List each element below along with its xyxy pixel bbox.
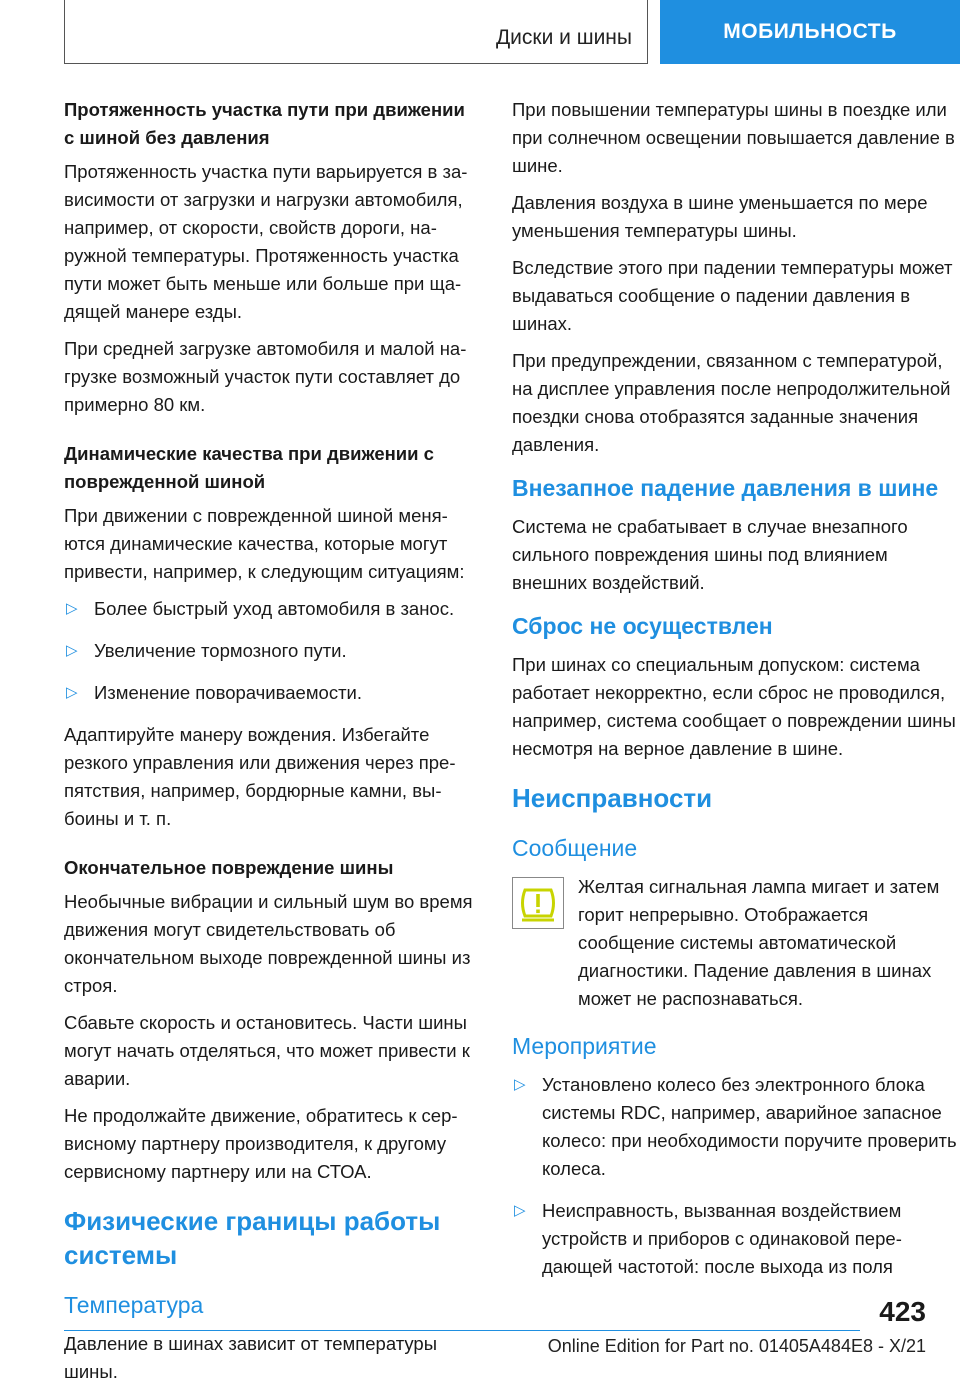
right-column (512, 96, 960, 1295)
heading-sudden-drop: Внезапное падение давления в шине (512, 475, 939, 501)
paragraph: При движении с поврежденной шиной меняются динамические качества, которые могут привести, например, к следующим ситуациям: (64, 505, 465, 582)
paragraph: При повышении температуры шины в поездке или при солнечном освещении повышается давление в шине. (512, 99, 955, 176)
triangle-bullet-icon: ▷ (66, 684, 78, 701)
paragraph: При предупреждении, связанном с температурой, на дисплее управления после непродолжительной поездки снова отобразятся заданные значения давления. (512, 350, 951, 455)
list-item: ▷ Изменение поворачиваемости. (64, 679, 480, 707)
heading-range: Протяженность участка пути при движении с шиной без давления (64, 99, 465, 148)
subsection-action: Мероприятие (512, 1033, 657, 1059)
left-column (64, 96, 480, 1395)
triangle-bullet-icon: ▷ (66, 600, 78, 617)
triangle-bullet-icon: ▷ (66, 642, 78, 659)
header-section-title: Диски и шины (495, 26, 632, 49)
paragraph: Сбавьте скорость и остановитесь. Части шины могут начать отделяться, что может привести к аварии. (64, 1012, 470, 1089)
section-title-limits: Физические границы работы системы (64, 1206, 441, 1270)
bullet-list (64, 595, 480, 707)
warning-text: Желтая сигнальная лампа мигает и затем горит непрерывно. Отображается сообщение системы автоматической диагностики. Падение давления в шинах может не распознаваться. (578, 876, 940, 1009)
list-item: ▷ Более быстрый уход автомобиля в занос. (64, 595, 480, 623)
triangle-bullet-icon: ▷ (514, 1076, 526, 1093)
paragraph: Давления воздуха в шине уменьшается по мере уменьшения температуры шины. (512, 192, 928, 241)
warning-block (512, 873, 960, 1013)
section-title-faults: Неисправности (512, 783, 713, 813)
footer-divider (64, 1330, 860, 1331)
paragraph: При шинах со специальным допуском: система работает некорректно, если сброс не проводился, например, система сообщает о повреждении шины несмотря на верное давление в шине. (512, 654, 956, 759)
paragraph: Не продолжайте движение, обратитесь к сервисному партнеру производителя, к другому сервисному партнеру или на СТОА. (64, 1105, 458, 1182)
subsection-message: Сообщение (512, 835, 638, 861)
paragraph: При средней загрузке автомобиля и малой нагрузке возможный участок пути составляет до примерно 80 км. (64, 338, 467, 415)
paragraph: Протяженность участка пути варьируется в зависимости от загрузки и нагрузки автомобиля, например, от скорости, свойств дороги, наружной температуры. Протяженность участка пути может быть меньше или больше при щадящей манере езды. (64, 161, 468, 322)
triangle-bullet-icon: ▷ (514, 1202, 526, 1219)
list-item: ▷ Увеличение тормозного пути. (64, 637, 480, 665)
paragraph: Система не срабатывает в случае внезапного сильного повреждения шины под влиянием внешних воздействий. (512, 516, 908, 593)
paragraph: Давление в шинах зависит от температуры шины. (64, 1333, 438, 1382)
heading-final-damage: Окончательное повреждение шины (64, 857, 394, 878)
page-number: 423 (879, 1296, 926, 1327)
subsection-temperature: Температура (64, 1292, 204, 1318)
heading-dynamics: Динамические качества при движении с поврежденной шиной (64, 443, 434, 492)
header-tab-mobility[interactable]: МОБИЛЬНОСТЬ (660, 0, 960, 64)
tire-pressure-warning-icon (512, 877, 564, 929)
paragraph: Необычные вибрации и сильный шум во время движения могут свидетельствовать об окончательном выходе поврежденной шины из строя. (64, 891, 473, 996)
bullet-list (512, 1071, 960, 1281)
paragraph: Вследствие этого при падении температуры может выдаваться сообщение о падении давления в шинах. (512, 257, 953, 334)
heading-reset-not-done: Сброс не осуществлен (512, 613, 773, 639)
footer-edition: Online Edition for Part no. 01405A484E8 - X/21 (547, 1336, 926, 1356)
list-item: ▷ Неисправность, вызванная воздействием устройств и приборов с одинаковой передающей частотой: после выхода из поля (512, 1197, 960, 1281)
paragraph: Адаптируйте манеру вождения. Избегайте резкого управления или движения через препятствия, например, бордюрные камни, выбоины и т. п. (64, 724, 456, 829)
list-item: ▷ Установлено колесо без электронного блока системы RDC, например, аварийное запасное колесо: при необходимости поручите проверить колеса. (512, 1071, 960, 1183)
